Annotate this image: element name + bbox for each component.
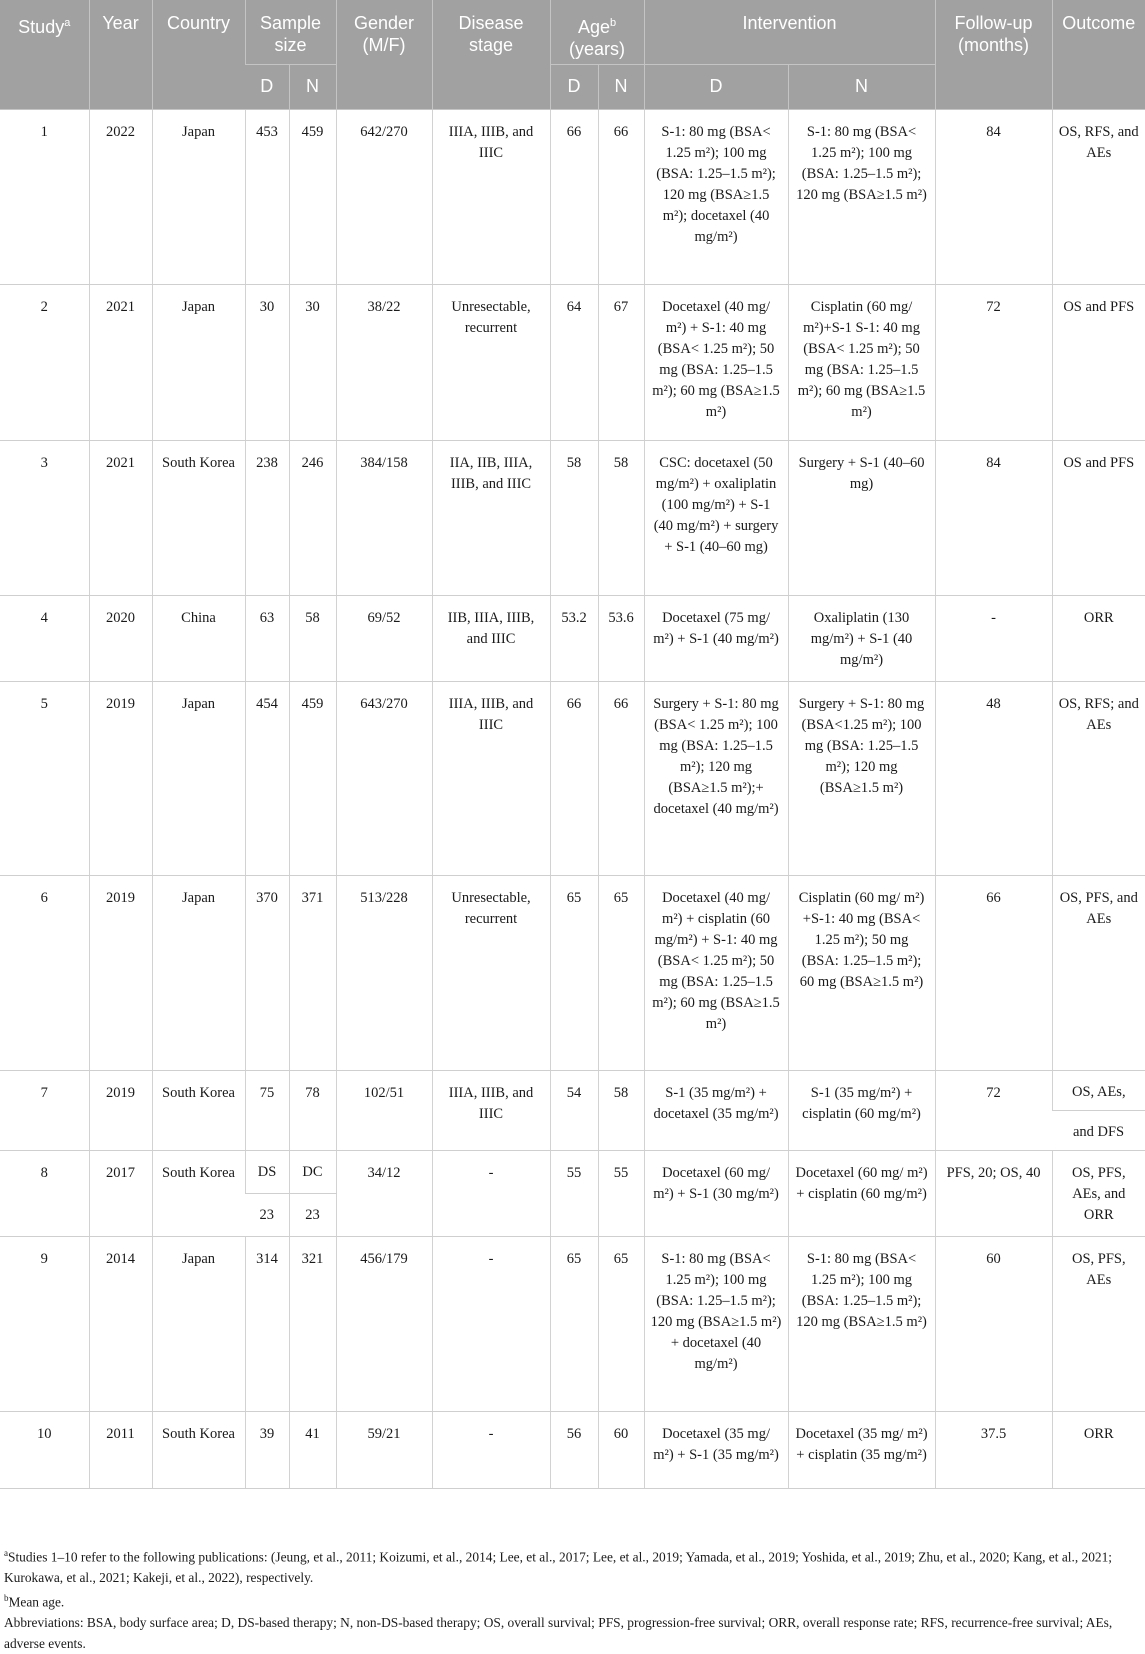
cell-sample-d: 30 xyxy=(245,285,289,441)
cell-age-n: 58 xyxy=(598,441,644,596)
cell-intervention-n: S-1 (35 mg/m²) + cisplatin (60 mg/m²) xyxy=(788,1071,935,1151)
header-country: Country xyxy=(152,0,245,110)
cell-country: Japan xyxy=(152,285,245,441)
cell-age-d: 65 xyxy=(550,1237,598,1412)
cell-follow-up: 60 xyxy=(935,1237,1052,1412)
footnote-b: $^b$Mean age. xyxy=(4,1593,65,1610)
cell-intervention-n: Surgery + S-1 (40–60 mg) xyxy=(788,441,935,596)
cell-gender: 643/270 xyxy=(336,682,432,876)
table-row xyxy=(0,876,1145,1071)
cell-country: Japan xyxy=(152,110,245,285)
header-intervention-n: N xyxy=(788,65,935,110)
cell-outcome: OS, PFS, AEs xyxy=(1052,1237,1145,1412)
table-footnotes xyxy=(4,1543,1142,1654)
cell-country: South Korea xyxy=(152,1071,245,1151)
table-row xyxy=(0,441,1145,596)
header-age-d: D xyxy=(550,65,598,110)
cell-follow-up: PFS, 20; OS, 40 xyxy=(935,1151,1052,1237)
cell-age-n: 66 xyxy=(598,682,644,876)
cell-outcome: OS and PFS xyxy=(1052,285,1145,441)
cell-intervention-d: S-1: 80 mg (BSA< 1.25 m²); 100 mg (BSA: 1.25–1.5 m²); 120 mg (BSA≥1.5 m²); docetaxel (40 mg/m²) xyxy=(644,110,788,285)
cell-intervention-d: Docetaxel (35 mg/ m²) + S-1 (35 mg/m²) xyxy=(644,1412,788,1489)
cell-intervention-n: Cisplatin (60 mg/ m²)+S-1 S-1: 40 mg (BSA< 1.25 m²); 50 mg (BSA: 1.25–1.5 m²); 60 mg (BSA≥1.5 m²) xyxy=(788,285,935,441)
cell-study: 7 xyxy=(0,1071,89,1151)
header-follow-up: Follow-up (months) xyxy=(935,0,1052,110)
cell-year: 2017 xyxy=(89,1151,152,1237)
cell-follow-up: 84 xyxy=(935,441,1052,596)
cell-sample-d: 75 xyxy=(245,1071,289,1151)
cell-country: Japan xyxy=(152,682,245,876)
cell-sample-n: 78 xyxy=(289,1071,336,1151)
cell-outcome: ORR xyxy=(1052,1412,1145,1489)
cell-intervention-n: S-1: 80 mg (BSA< 1.25 m²); 100 mg (BSA: 1.25–1.5 m²); 120 mg (BSA≥1.5 m²) xyxy=(788,110,935,285)
cell-year: 2019 xyxy=(89,876,152,1071)
cell-stage: IIIA, IIIB, and IIIC xyxy=(432,682,550,876)
cell-study: 4 xyxy=(0,596,89,682)
cell-stage: IIB, IIIA, IIIB, and IIIC xyxy=(432,596,550,682)
cell-sample-d: 370 xyxy=(245,876,289,1071)
cell-outcome: OS, AEs, xyxy=(1052,1071,1145,1111)
cell-intervention-d: Docetaxel (40 mg/ m²) + S-1: 40 mg (BSA< 1.25 m²); 50 mg (BSA: 1.25–1.5 m²); 60 mg (BSA≥1.5 m²) xyxy=(644,285,788,441)
cell-year: 2021 xyxy=(89,285,152,441)
cell-age-d: 54 xyxy=(550,1071,598,1151)
cell-age-d: 58 xyxy=(550,441,598,596)
cell-intervention-n: Docetaxel (60 mg/ m²) + cisplatin (60 mg/m²) xyxy=(788,1151,935,1237)
cell-gender: 384/158 xyxy=(336,441,432,596)
cell-sample-n: DC xyxy=(289,1151,336,1194)
cell-outcome: OS, PFS, AEs, and ORR xyxy=(1052,1151,1145,1237)
cell-age-n: 65 xyxy=(598,1237,644,1412)
header-age-n: N xyxy=(598,65,644,110)
cell-intervention-d: S-1: 80 mg (BSA< 1.25 m²); 100 mg (BSA: 1.25–1.5 m²); 120 mg (BSA≥1.5 m²) + docetaxel (40 mg/m²) xyxy=(644,1237,788,1412)
cell-follow-up: 48 xyxy=(935,682,1052,876)
cell-country: South Korea xyxy=(152,1412,245,1489)
cell-country: China xyxy=(152,596,245,682)
cell-gender: 513/228 xyxy=(336,876,432,1071)
cell-follow-up: 37.5 xyxy=(935,1412,1052,1489)
cell-study: 2 xyxy=(0,285,89,441)
cell-outcome: OS, PFS, and AEs xyxy=(1052,876,1145,1071)
cell-stage: Unresectable, recurrent xyxy=(432,285,550,441)
cell-sample-n: 459 xyxy=(289,110,336,285)
cell-intervention-d: Docetaxel (75 mg/ m²) + S-1 (40 mg/m²) xyxy=(644,596,788,682)
table-row xyxy=(0,1071,1145,1111)
cell-sample-d: 63 xyxy=(245,596,289,682)
cell-stage: Unresectable, recurrent xyxy=(432,876,550,1071)
footnote-abbreviations: Abbreviations: BSA, body surface area; D, DS-based therapy; N, non-DS-based therapy; OS, overall survival; PFS, progression-free survival; ORR, overall response rate; RFS, recurrence-free survival; AEs, adverse events. xyxy=(4,1615,1113,1651)
cell-intervention-d: Docetaxel (40 mg/ m²) + cisplatin (60 mg/m²) + S-1: 40 mg (BSA< 1.25 m²); 50 mg (BSA: 1.25–1.5 m²); 60 mg (BSA≥1.5 m²) xyxy=(644,876,788,1071)
cell-intervention-n: Cisplatin (60 mg/ m²) +S-1: 40 mg (BSA< 1.25 m²); 50 mg (BSA: 1.25–1.5 m²); 60 mg (BSA≥1.5 m²) xyxy=(788,876,935,1071)
cell-age-d: 55 xyxy=(550,1151,598,1237)
cell-country: Japan xyxy=(152,1237,245,1412)
cell-age-n: 53.6 xyxy=(598,596,644,682)
header-year: Year xyxy=(89,0,152,110)
cell-sample-n: 371 xyxy=(289,876,336,1071)
cell-age-n: 65 xyxy=(598,876,644,1071)
cell-study: 9 xyxy=(0,1237,89,1412)
cell-sample-n: 321 xyxy=(289,1237,336,1412)
header-study: Study$^a$ xyxy=(0,0,89,110)
cell-year: 2020 xyxy=(89,596,152,682)
cell-sample-d: 314 xyxy=(245,1237,289,1412)
cell-sample-n: 459 xyxy=(289,682,336,876)
cell-sample-d: 39 xyxy=(245,1412,289,1489)
cell-age-d: 66 xyxy=(550,682,598,876)
cell-intervention-n: S-1: 80 mg (BSA< 1.25 m²); 100 mg (BSA: 1.25–1.5 m²); 120 mg (BSA≥1.5 m²) xyxy=(788,1237,935,1412)
cell-sample-n: 246 xyxy=(289,441,336,596)
cell-age-n: 66 xyxy=(598,110,644,285)
cell-sample-d: 238 xyxy=(245,441,289,596)
cell-sample-d: 453 xyxy=(245,110,289,285)
table-header xyxy=(0,0,1145,110)
cell-age-n: 67 xyxy=(598,285,644,441)
cell-follow-up: 66 xyxy=(935,876,1052,1071)
table-row xyxy=(0,1151,1145,1194)
cell-year: 2019 xyxy=(89,682,152,876)
cell-stage: - xyxy=(432,1237,550,1412)
cell-age-d: 66 xyxy=(550,110,598,285)
cell-country: Japan xyxy=(152,876,245,1071)
cell-year: 2011 xyxy=(89,1412,152,1489)
cell-age-n: 55 xyxy=(598,1151,644,1237)
cell-age-n: 60 xyxy=(598,1412,644,1489)
table-row xyxy=(0,110,1145,285)
cell-age-d: 53.2 xyxy=(550,596,598,682)
cell-stage: IIIA, IIIB, and IIIC xyxy=(432,110,550,285)
cell-year: 2019 xyxy=(89,1071,152,1151)
cell-age-d: 56 xyxy=(550,1412,598,1489)
cell-year: 2021 xyxy=(89,441,152,596)
cell-age-d: 64 xyxy=(550,285,598,441)
footnote-a: $^a$Studies 1–10 refer to the following publications: (Jeung, et al., 2011; Koizumi, et al., 2014; Lee, et al., 2017; Lee, et al., 2019; Yamada, et al., 2019; Yoshida, et al., 2019; Zhu, et al., 2020; Kang, et al., 2021; Kurokawa, et al., 2021; Kakeji, et al., 2022), respectively. xyxy=(4,1548,1113,1585)
cell-outcome-continued: and DFS xyxy=(1052,1111,1145,1151)
cell-study: 6 xyxy=(0,876,89,1071)
cell-study: 3 xyxy=(0,441,89,596)
cell-gender: 456/179 xyxy=(336,1237,432,1412)
header-sample-size: Sample size xyxy=(245,0,336,65)
cell-intervention-d: Surgery + S-1: 80 mg (BSA< 1.25 m²); 100 mg (BSA: 1.25–1.5 m²); 120 mg (BSA≥1.5 m²);+ docetaxel (40 mg/m²) xyxy=(644,682,788,876)
header-disease-stage: Disease stage xyxy=(432,0,550,110)
cell-outcome: OS and PFS xyxy=(1052,441,1145,596)
cell-intervention-d: S-1 (35 mg/m²) + docetaxel (35 mg/m²) xyxy=(644,1071,788,1151)
cell-stage: IIIA, IIIB, and IIIC xyxy=(432,1071,550,1151)
cell-country: South Korea xyxy=(152,441,245,596)
cell-outcome: OS, RFS; and AEs xyxy=(1052,682,1145,876)
header-intervention: Intervention xyxy=(644,0,935,65)
cell-gender: 102/51 xyxy=(336,1071,432,1151)
cell-follow-up: 72 xyxy=(935,1071,1052,1151)
header-outcome: Outcome xyxy=(1052,0,1145,110)
cell-intervention-d: Docetaxel (60 mg/ m²) + S-1 (30 mg/m²) xyxy=(644,1151,788,1237)
cell-follow-up: 72 xyxy=(935,285,1052,441)
cell-follow-up: 84 xyxy=(935,110,1052,285)
cell-outcome: OS, RFS, and AEs xyxy=(1052,110,1145,285)
cell-sample-n-count: 23 xyxy=(289,1194,336,1237)
cell-stage: - xyxy=(432,1151,550,1237)
cell-outcome: ORR xyxy=(1052,596,1145,682)
cell-study: 10 xyxy=(0,1412,89,1489)
header-sample-d: D xyxy=(245,65,289,110)
cell-sample-n: 41 xyxy=(289,1412,336,1489)
cell-study: 1 xyxy=(0,110,89,285)
cell-sample-d: DS xyxy=(245,1151,289,1194)
cell-gender: 38/22 xyxy=(336,285,432,441)
cell-stage: - xyxy=(432,1412,550,1489)
cell-age-d: 65 xyxy=(550,876,598,1071)
header-intervention-d: D xyxy=(644,65,788,110)
table-row xyxy=(0,1412,1145,1489)
cell-intervention-n: Oxaliplatin (130 mg/m²) + S-1 (40 mg/m²) xyxy=(788,596,935,682)
header-age: Age$^b$ (years) xyxy=(550,0,644,65)
cell-gender: 642/270 xyxy=(336,110,432,285)
cell-year: 2022 xyxy=(89,110,152,285)
cell-gender: 69/52 xyxy=(336,596,432,682)
cell-sample-d: 454 xyxy=(245,682,289,876)
header-sample-n: N xyxy=(289,65,336,110)
cell-study: 5 xyxy=(0,682,89,876)
cell-country: South Korea xyxy=(152,1151,245,1237)
cell-study: 8 xyxy=(0,1151,89,1237)
cell-sample-n: 58 xyxy=(289,596,336,682)
cell-intervention-d: CSC: docetaxel (50 mg/m²) + oxaliplatin (100 mg/m²) + S-1 (40 mg/m²) + surgery + S-1 (40–60 mg) xyxy=(644,441,788,596)
cell-sample-d-count: 23 xyxy=(245,1194,289,1237)
cell-follow-up: - xyxy=(935,596,1052,682)
table-row xyxy=(0,682,1145,876)
cell-sample-n: 30 xyxy=(289,285,336,441)
cell-gender: 34/12 xyxy=(336,1151,432,1237)
table-body xyxy=(0,110,1145,1489)
table-row xyxy=(0,1237,1145,1412)
table-row xyxy=(0,285,1145,441)
table-row xyxy=(0,596,1145,682)
header-gender: Gender (M/F) xyxy=(336,0,432,110)
cell-age-n: 58 xyxy=(598,1071,644,1151)
cell-stage: IIA, IIB, IIIA, IIIB, and IIIC xyxy=(432,441,550,596)
cell-intervention-n: Surgery + S-1: 80 mg (BSA<1.25 m²); 100 mg (BSA: 1.25–1.5 m²); 120 mg (BSA≥1.5 m²) xyxy=(788,682,935,876)
cell-intervention-n: Docetaxel (35 mg/ m²) + cisplatin (35 mg/m²) xyxy=(788,1412,935,1489)
cell-year: 2014 xyxy=(89,1237,152,1412)
cell-gender: 59/21 xyxy=(336,1412,432,1489)
